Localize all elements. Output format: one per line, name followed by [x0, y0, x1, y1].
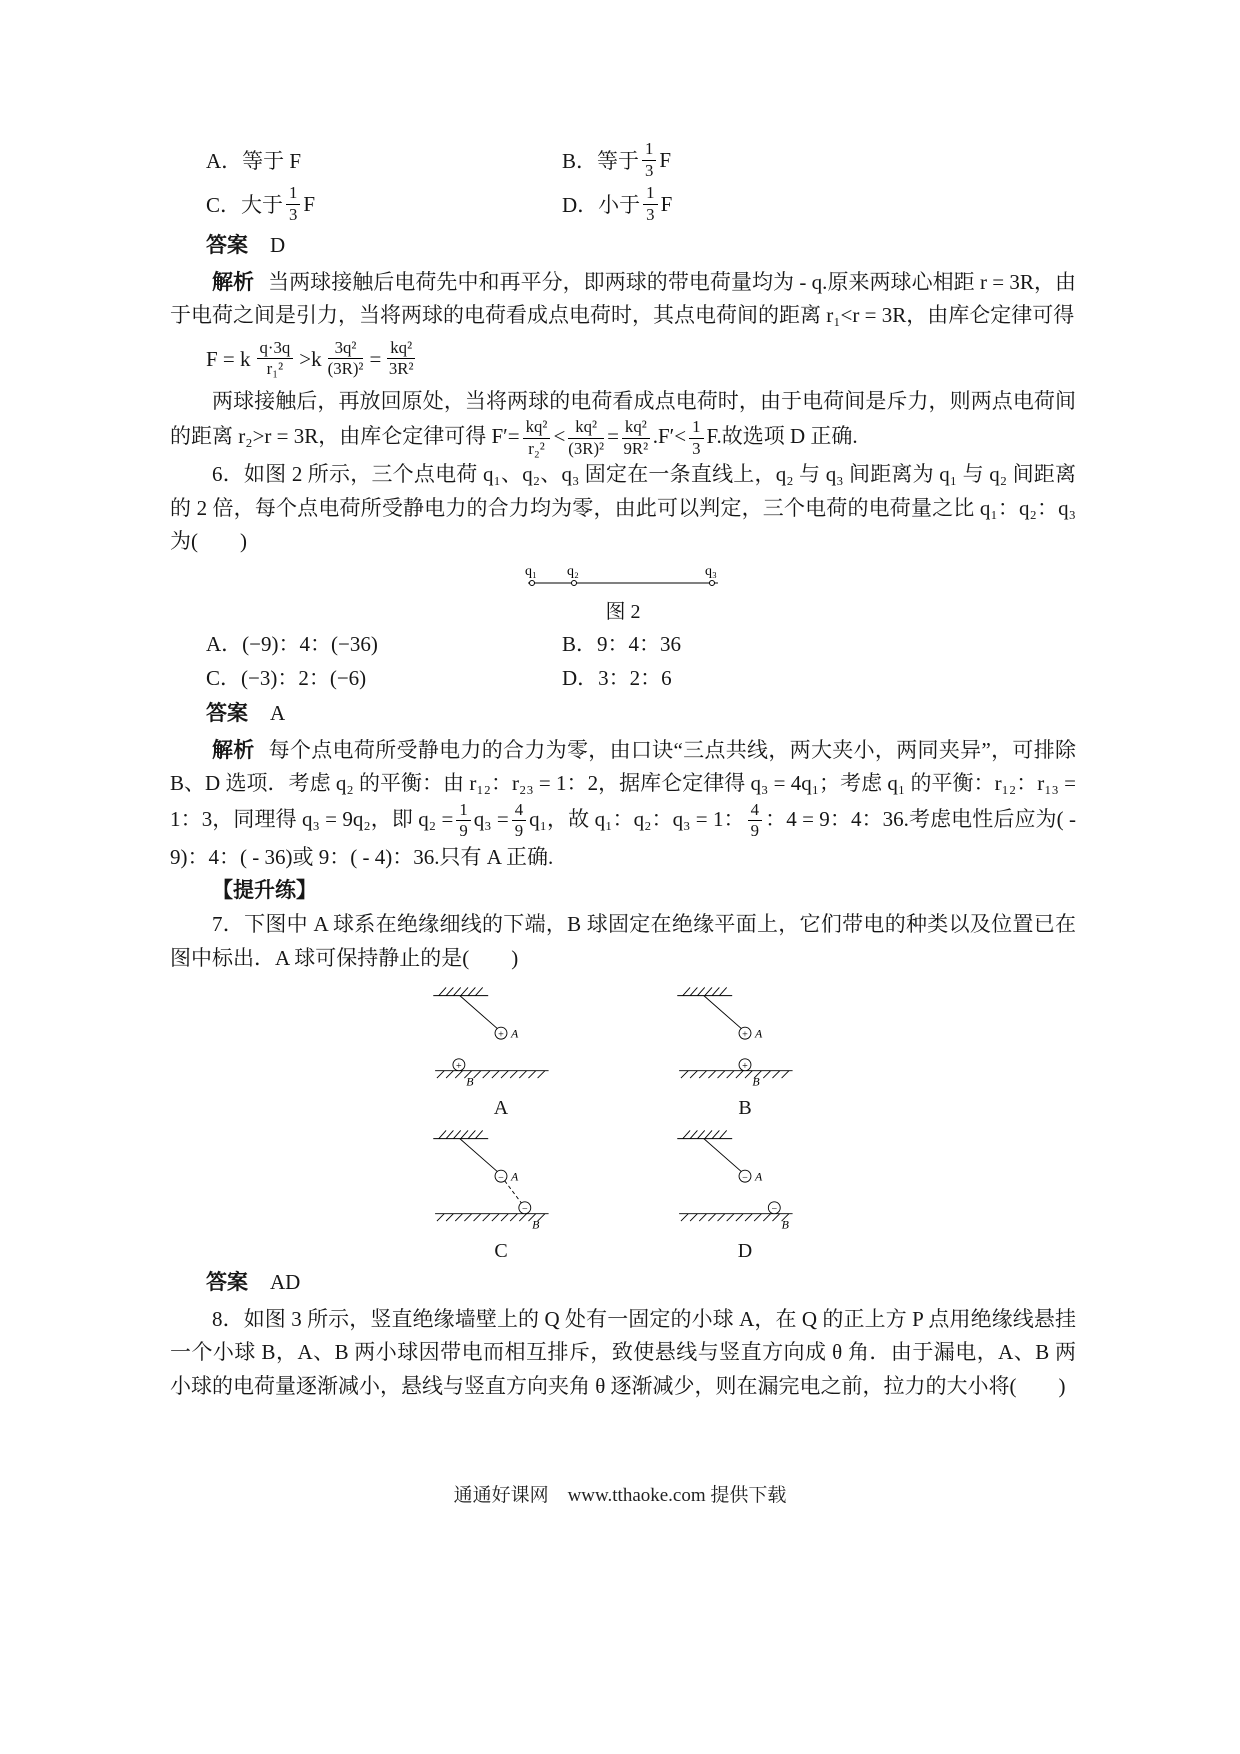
- fraction-numerator: 1: [643, 184, 657, 204]
- charge-q1-label: q₁: [525, 564, 537, 580]
- string: [704, 1139, 742, 1172]
- charge-q2-label: q₂: [567, 564, 579, 580]
- figure-7d-drawing: [645, 1124, 845, 1232]
- option-text: F: [659, 147, 672, 172]
- q6-option-c: [206, 662, 562, 692]
- fraction-numerator: 1: [689, 418, 703, 438]
- option-text: B．9：4：36: [562, 632, 682, 657]
- fraction: [689, 418, 703, 458]
- fraction-numerator: 1: [642, 140, 656, 160]
- charge-sign: −: [498, 1172, 504, 1184]
- charge-sign: +: [498, 1029, 504, 1041]
- charge-sign: +: [456, 1060, 462, 1072]
- fraction: [523, 418, 551, 458]
- figure-2-drawing: [518, 563, 728, 593]
- fraction: [387, 339, 415, 379]
- answer-value: D: [270, 233, 286, 257]
- question-8-text: [170, 1303, 1076, 1404]
- figure-7d-caption: D: [737, 1240, 753, 1263]
- fraction-numerator: q·3q: [257, 339, 294, 359]
- formula-text: >k: [299, 346, 322, 371]
- formula-text: F = k: [206, 346, 251, 371]
- charge-sign: −: [771, 1203, 778, 1215]
- option-text: F: [660, 191, 673, 216]
- fraction-denominator: 9: [750, 821, 760, 841]
- string: [460, 996, 498, 1029]
- prev-option-b: [562, 140, 918, 180]
- figure-7a-drawing: [401, 981, 601, 1089]
- analysis-text: ：4 = 9：4：36.考虑电性后应为( - 9)：4：( - 36)或 9：( - 4)：36.只有 A 正确.: [170, 806, 1076, 869]
- figure-7c: [386, 1124, 616, 1263]
- ceiling-hatch: [677, 1131, 732, 1139]
- fraction: [456, 801, 470, 841]
- ceiling-hatch: [677, 988, 732, 996]
- fraction: [642, 140, 656, 180]
- prev-analysis-paragraph-2: [170, 385, 1076, 459]
- fraction: [286, 184, 300, 224]
- section-heading-improve: [170, 874, 1076, 908]
- fraction-denominator: r₁²: [266, 359, 284, 379]
- figure-7a: [386, 981, 616, 1120]
- answer-label: 答案: [206, 234, 248, 257]
- q6-options-row-1: [170, 626, 1076, 660]
- option-text: B．等于: [562, 149, 640, 173]
- string: [704, 996, 742, 1029]
- charge-sign: −: [521, 1203, 528, 1215]
- option-text: F: [303, 191, 316, 216]
- ball-b-label: B: [532, 1217, 540, 1232]
- figure-7b-drawing: [645, 981, 845, 1089]
- charge-sign: +: [742, 1029, 748, 1041]
- fraction-denominator: 9: [514, 821, 524, 841]
- fraction: [257, 339, 294, 379]
- q7-answer-line: [170, 1266, 1076, 1300]
- fraction-numerator: 4: [748, 801, 762, 821]
- ball-a-label: A: [755, 1026, 763, 1041]
- ceiling-hatch: [433, 988, 488, 996]
- formula-text: <: [553, 424, 566, 449]
- figure-7c-drawing: [401, 1124, 601, 1232]
- figure-7b: [630, 981, 860, 1120]
- prev-option-d: [562, 184, 918, 224]
- answer-label: 答案: [206, 702, 248, 726]
- analysis-text: 当两球接触后电荷先中和再平分，即两球的带电荷量均为 - q.原来两球心相距 r = 3R，由于电荷之间是引力，当将两球的电荷看成点电荷时，其点电荷间的距离 r₁<r = 3R，由库仑定律可得: [170, 269, 1077, 328]
- question-text: 6．如图 2 所示，三个点电荷 q₁、q₂、q₃ 固定在一条直线上，q₂ 与 q₃ 间距离为 q₁ 与 q₂ 间距离的 2 倍，每个点电荷所受静电力的合力均为零，由此可以判定，三个电荷的电荷量之比 q₁：q₂：q₃ 为( ): [170, 462, 1076, 554]
- q6-options-row-2: [170, 660, 1076, 694]
- prev-option-a: [206, 145, 562, 175]
- fraction-numerator: 3q²: [328, 339, 364, 359]
- analysis-label: 解析: [212, 270, 255, 294]
- ball-b-label: B: [752, 1074, 760, 1089]
- option-text: A．等于 F: [206, 149, 302, 173]
- formula-text: .F′<: [652, 424, 687, 449]
- question-text: 8．如图 3 所示，竖直绝缘墙壁上的 Q 处有一固定的小球 A，在 Q 的正上方 P 点用绝缘线悬挂一个小球 B，A、B 两小球因带电而相互排斥，致使悬线与竖直方向成 θ 角．由于漏电，A、B 两小球的电荷量逐渐减小，悬线与竖直方向夹角 θ 逐渐减少，则在漏完电之前，拉力的大小将( ): [170, 1306, 1076, 1398]
- fraction-numerator: kq²: [387, 339, 415, 359]
- prev-answer-line: [170, 229, 1076, 263]
- ball-b-label: B: [781, 1217, 789, 1232]
- figure-2-caption: 图 2: [605, 601, 641, 624]
- prev-options-row-2: [170, 182, 1076, 226]
- analysis-text: 两球接触后，再放回原处，当将两球的电荷看成点电荷时，由于电荷间是斥力，则两点电荷间的距离 r₂>r = 3R，由库仑定律可得 F′=: [170, 388, 1076, 449]
- formula-text: =: [369, 346, 382, 371]
- fraction-numerator: kq²: [622, 418, 650, 438]
- charge-q3-dot: [710, 581, 715, 586]
- fraction-numerator: 1: [456, 801, 470, 821]
- option-text: D．3：2：6: [562, 666, 672, 691]
- charge-q3-label: q₃: [705, 564, 717, 580]
- fraction: [748, 801, 762, 841]
- fraction: [643, 184, 657, 224]
- option-text: C．(−3)：2：(−6): [206, 666, 367, 691]
- q6-answer-line: [170, 697, 1076, 731]
- analysis-text: q₁，故 q₁：q₂：q₃ = 1：: [529, 806, 745, 831]
- figure-7d: [630, 1124, 860, 1263]
- answer-label: 答案: [206, 1271, 248, 1295]
- analysis-text: 每个点电荷所受静电力的合力为零，由口诀“三点共线，两大夹小，两同夹异”，可排除 B、D 选项．考虑 q₂ 的平衡：由 r₁₂：r₂₃ = 1：2，据库仑定律得 q₃ = 4q₁；考虑 q₁ 的平衡：r₁₂：r₁₃ = 1：3，同理得 q₃ = 9q₂，即 q₂ =: [170, 737, 1077, 831]
- formula-text: =: [607, 424, 619, 449]
- charge-q1-dot: [530, 581, 535, 586]
- charge-q2-dot: [572, 581, 577, 586]
- charge-sign: −: [742, 1172, 748, 1184]
- fraction-numerator: kq²: [568, 418, 604, 438]
- fraction: [328, 339, 364, 379]
- analysis-text: F.故选项 D 正确.: [706, 424, 858, 449]
- fraction-denominator: 3R²: [388, 359, 414, 379]
- option-text: D．小于: [562, 193, 641, 217]
- fraction-numerator: 4: [512, 801, 526, 821]
- question-6-text: [170, 458, 1076, 559]
- ball-a-label: A: [511, 1026, 519, 1041]
- fraction-denominator: 9R²: [623, 438, 649, 458]
- option-text: A．(−9)：4：(−36): [206, 632, 378, 657]
- prev-option-c: [206, 184, 562, 224]
- fraction-denominator: r₂²: [528, 438, 545, 458]
- figure-7c-caption: C: [494, 1240, 508, 1263]
- fraction-numerator: kq²: [523, 418, 551, 438]
- fraction: [568, 418, 604, 458]
- fraction-numerator: 1: [286, 184, 300, 204]
- q6-option-b: [562, 628, 918, 658]
- ball-b-label: B: [466, 1074, 474, 1089]
- fraction-denominator: (3R)²: [327, 359, 364, 379]
- force-line-dashed: [505, 1181, 521, 1203]
- fraction-denominator: 9: [459, 821, 468, 841]
- section-heading-text: 【提升练】: [212, 879, 317, 903]
- prev-analysis-paragraph-1: [170, 266, 1076, 333]
- answer-value: AD: [270, 1270, 301, 1295]
- formula-coulomb-attraction: [170, 339, 1076, 379]
- figure-2: [170, 563, 1076, 624]
- fraction-denominator: 3: [692, 438, 701, 458]
- fraction-denominator: 3: [645, 160, 654, 180]
- q6-option-d: [562, 662, 918, 692]
- string: [460, 1139, 498, 1172]
- fraction: [622, 418, 650, 458]
- fraction-denominator: (3R)²: [568, 438, 605, 458]
- figure-7a-caption: A: [493, 1097, 509, 1120]
- answer-value: A: [270, 701, 286, 726]
- ball-a-label: A: [511, 1169, 519, 1184]
- ground-hatch: [679, 1071, 792, 1078]
- analysis-label: 解析: [212, 738, 255, 762]
- q6-analysis-paragraph: [170, 734, 1076, 875]
- q6-option-a: [206, 628, 562, 658]
- prev-options-row-1: [170, 138, 1076, 182]
- analysis-text: q₃ =: [473, 806, 509, 831]
- fraction: [512, 801, 526, 841]
- option-text: C．大于: [206, 193, 284, 217]
- question-7-text: [170, 908, 1076, 975]
- figure-7b-caption: B: [738, 1097, 752, 1120]
- fraction-denominator: 3: [646, 204, 655, 224]
- figure-7-grid: [170, 981, 1076, 1263]
- question-text: 7．下图中 A 球系在绝缘细线的下端，B 球固定在绝缘平面上，它们带电的种类以及位置已在图中标出．A 球可保持静止的是( ): [170, 911, 1076, 970]
- ball-a-label: A: [755, 1169, 763, 1184]
- worksheet-content: [170, 138, 1076, 1404]
- charge-sign: +: [742, 1060, 748, 1072]
- fraction-denominator: 3: [289, 204, 298, 224]
- ground-hatch: [435, 1071, 548, 1078]
- footer-text: 通通好课网 www.tthaoke.com 提供下载: [453, 1485, 787, 1506]
- ceiling-hatch: [433, 1131, 488, 1139]
